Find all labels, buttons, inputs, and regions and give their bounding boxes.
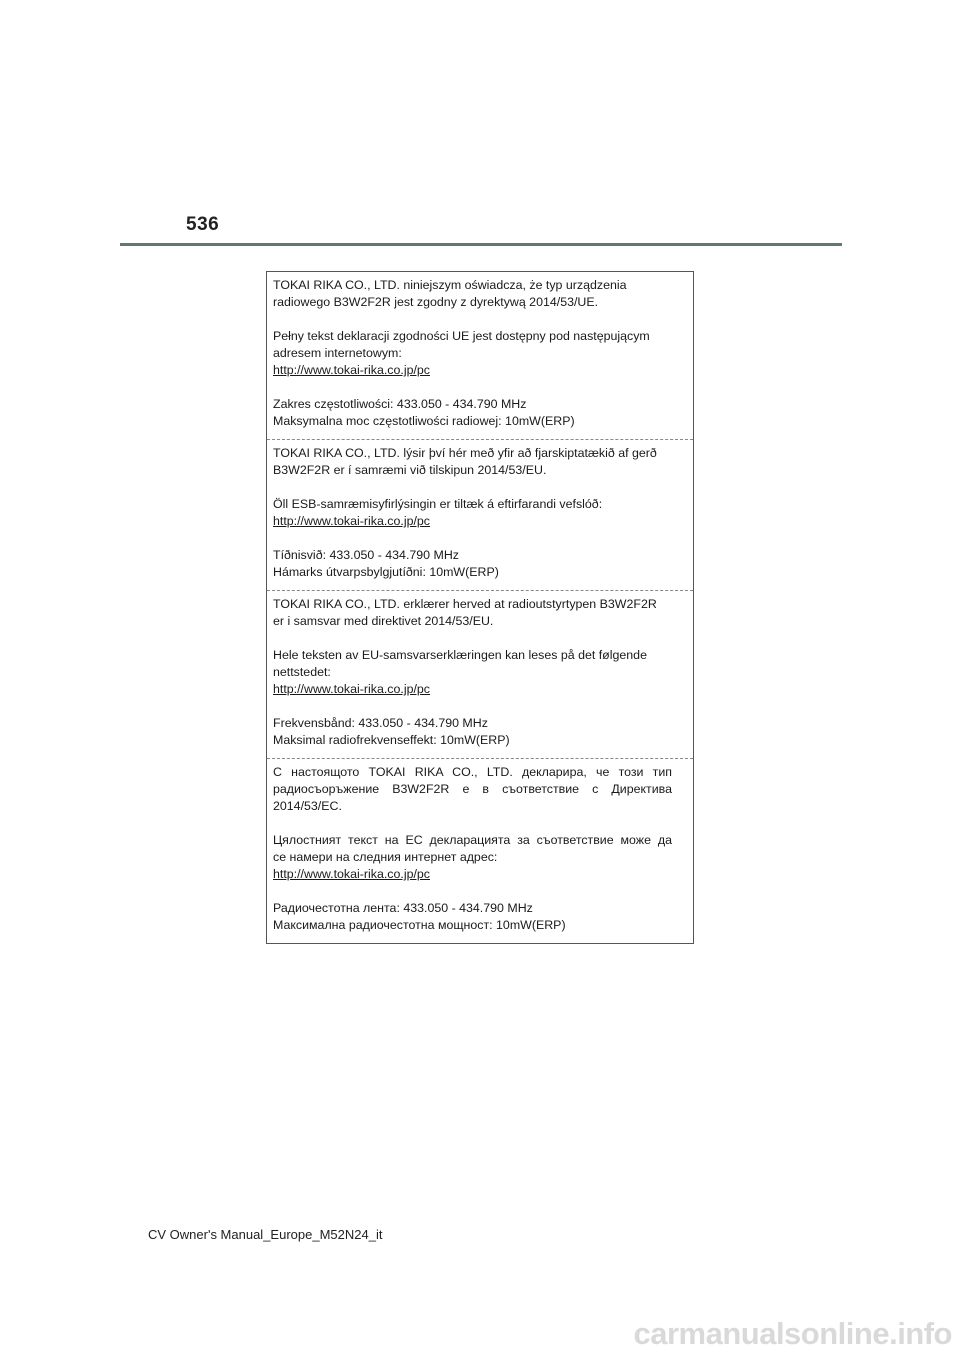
text-line: er i samsvar med direktivet 2014/53/EU. — [273, 614, 494, 628]
frequency-info — [273, 900, 672, 934]
text-line: 2014/53/ЕС. — [273, 799, 342, 813]
full-text-note — [273, 496, 672, 530]
text-line: B3W2F2R er í samræmi við tilskipun 2014/53/EU. — [273, 463, 547, 477]
declaration-section-polish — [267, 272, 693, 439]
declaration-section-icelandic — [267, 439, 693, 590]
text-line: Цялостният текст на ЕС декларацията за съответствие може да — [273, 833, 672, 847]
manual-footer: CV Owner's Manual_Europe_M52N24_it — [148, 1227, 383, 1242]
declaration-link[interactable]: http://www.tokai-rika.co.jp/pc — [273, 682, 431, 696]
declaration-section-bulgarian — [267, 758, 693, 943]
declaration-link[interactable]: http://www.tokai-rika.co.jp/pc — [273, 867, 431, 881]
text-line: nettstedet: — [273, 665, 331, 679]
text-line: TOKAI RIKA CO., LTD. lýsir því hér með yfir að fjarskiptatækið af gerð — [273, 446, 657, 460]
frequency-info — [273, 396, 672, 430]
declaration-link[interactable]: http://www.tokai-rika.co.jp/pc — [273, 514, 431, 528]
site-watermark: carmanualsonline.info — [633, 1316, 952, 1351]
text-line: Maksimal radiofrekvenseffekt: 10mW(ERP) — [273, 733, 510, 747]
declaration-statement — [273, 764, 672, 815]
header-rule — [120, 243, 842, 246]
text-line: Pełny tekst deklaracji zgodności UE jest dostępny pod następującym — [273, 329, 650, 343]
declaration-box — [266, 271, 694, 944]
text-line: Максимална радиочестотна мощност: 10mW(ERP) — [273, 918, 566, 932]
page-number: 536 — [186, 214, 220, 235]
text-line: Maksymalna moc częstotliwości radiowej: 10mW(ERP) — [273, 414, 575, 428]
text-line: radiowego B3W2F2R jest zgodny z dyrektywą 2014/53/UE. — [273, 295, 599, 309]
declaration-link[interactable]: http://www.tokai-rika.co.jp/pc — [273, 363, 431, 377]
text-line: радиосъоръжение B3W2F2R е в съответствие с Директива — [273, 782, 672, 796]
text-line: Радиочестотна лента: 433.050 - 434.790 MHz — [273, 901, 533, 915]
text-line: се намери на следния интернет адрес: — [273, 850, 498, 864]
full-text-note — [273, 647, 672, 698]
full-text-note — [273, 328, 672, 379]
declaration-section-norwegian — [267, 590, 693, 758]
text-line: Hele teksten av EU-samsvarserklæringen kan leses på det følgende — [273, 648, 647, 662]
text-line: Frekvensbånd: 433.050 - 434.790 MHz — [273, 716, 488, 730]
text-line: Öll ESB-samræmisyfirlýsingin er tiltæk á eftirfarandi vefslóð: — [273, 497, 603, 511]
text-line: TOKAI RIKA CO., LTD. niniejszym oświadcza, że typ urządzenia — [273, 278, 627, 292]
declaration-statement — [273, 596, 672, 630]
text-line: TOKAI RIKA CO., LTD. erklærer herved at radioutstyrtypen B3W2F2R — [273, 597, 657, 611]
text-line: Hámarks útvarpsbylgjutíðni: 10mW(ERP) — [273, 565, 499, 579]
text-line: Tíðnisvið: 433.050 - 434.790 MHz — [273, 548, 459, 562]
text-line: adresem internetowym: — [273, 346, 402, 360]
frequency-info — [273, 547, 672, 581]
declaration-statement — [273, 277, 672, 311]
text-line: С настоящото TOKAI RIKA CO., LTD. декларира, че този тип — [273, 765, 672, 779]
text-line: Zakres częstotliwości: 433.050 - 434.790 MHz — [273, 397, 527, 411]
declaration-statement — [273, 445, 672, 479]
frequency-info — [273, 715, 672, 749]
full-text-note — [273, 832, 672, 883]
